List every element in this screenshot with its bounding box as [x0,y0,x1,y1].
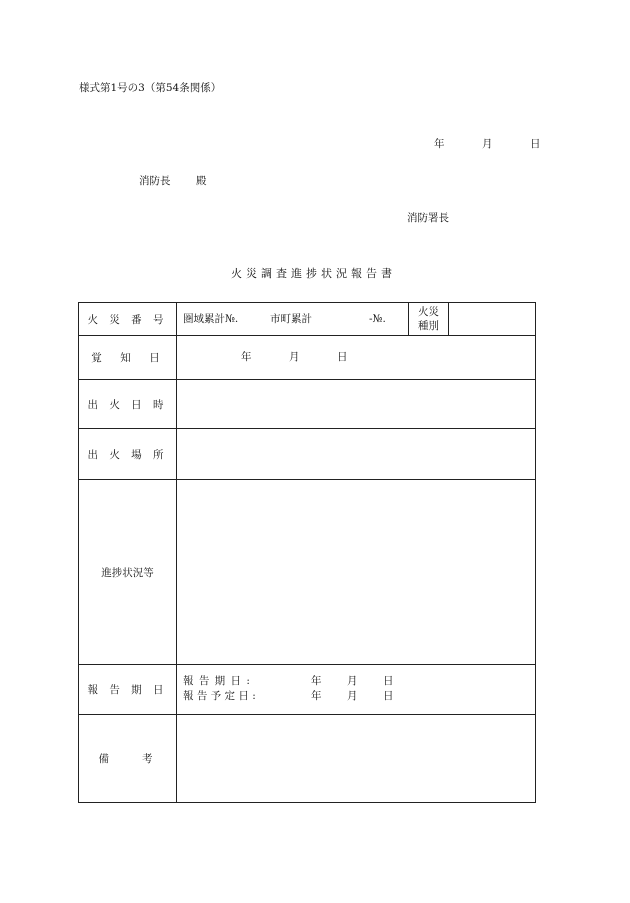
scheduled-date-day: 日 [383,690,394,702]
remarks-field[interactable] [177,715,536,803]
form-reference: 様式第1号の3（第54条関係） [79,82,222,94]
report-date-day: 日 [383,675,394,687]
awareness-date-row [79,336,536,380]
report-dates-label: 報 告 期 日 [79,665,177,715]
progress-row [79,480,536,665]
fire-type-label-line1: 火災 [418,306,439,318]
awareness-month-label: 月 [289,351,300,363]
city-total-label: 市町累計 [270,313,312,325]
report-date-month: 月 [347,675,358,687]
progress-label: 進捗状況等 [79,480,177,665]
fire-number-row [79,303,536,336]
awareness-date-field[interactable] [177,336,536,380]
progress-field[interactable] [177,480,536,665]
fire-type-label [409,303,449,336]
region-total-label: 圏域累計№. [183,313,239,325]
remarks-label: 備 考 [79,715,177,803]
number-mark: -№. [369,313,386,325]
report-date-year: 年 [311,675,322,687]
remarks-row [79,715,536,803]
report-dates-row [79,665,536,715]
fire-datetime-row [79,380,536,429]
fire-datetime-label: 出 火 日 時 [79,380,177,429]
scheduled-date-year: 年 [311,690,322,702]
document-title: 火災調査進捗状況報告書 [231,267,396,280]
sender: 消防署長 [407,212,449,224]
fire-type-label-line2: 種別 [418,320,439,332]
awareness-day-label: 日 [337,351,348,363]
report-table [78,302,536,803]
date-day-label: 日 [530,138,541,150]
fire-type-field[interactable] [449,303,536,336]
fire-location-field[interactable] [177,429,536,480]
addressee-honorific: 殿 [196,175,207,187]
fire-number-label: 火 災 番 号 [79,303,177,336]
date-month-label: 月 [482,138,493,150]
awareness-date-label: 覚 知 日 [79,336,177,380]
report-date-label: 報 告 期 日 : [183,675,251,687]
fire-location-label: 出 火 場 所 [79,429,177,480]
scheduled-date-month: 月 [347,690,358,702]
fire-number-field[interactable] [177,303,409,336]
fire-location-row [79,429,536,480]
fire-datetime-field[interactable] [177,380,536,429]
awareness-year-label: 年 [241,351,252,363]
date-year-label: 年 [434,138,445,150]
scheduled-date-label: 報 告 予 定 日 : [183,690,256,702]
report-dates-field[interactable] [177,665,536,715]
addressee: 消防長 [139,175,171,187]
